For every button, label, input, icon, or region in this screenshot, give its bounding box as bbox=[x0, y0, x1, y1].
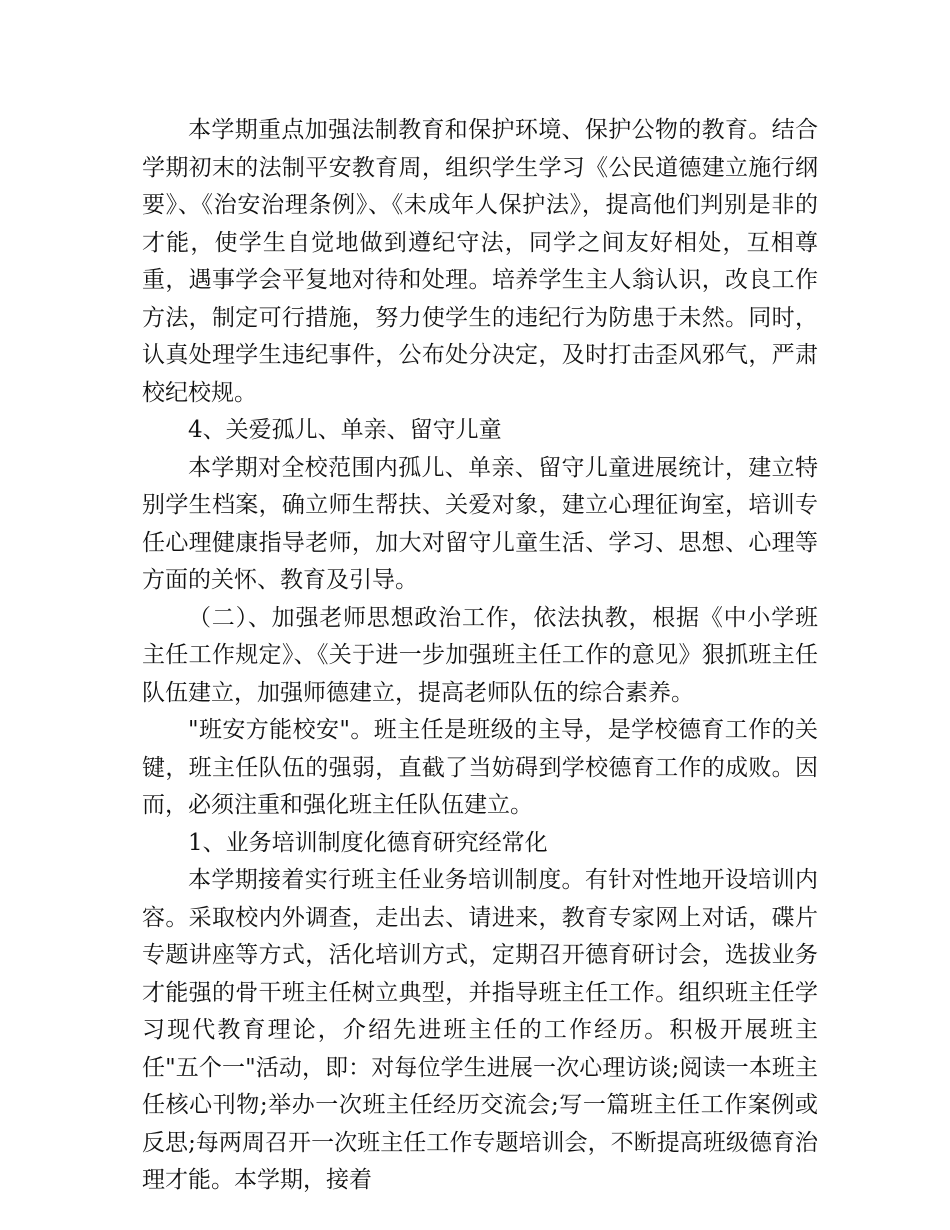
heading-care-for-children: 4、关爱孤儿、单亲、留守儿童 bbox=[188, 417, 502, 443]
paragraph-care-for-children: 本学期对全校范围内孤儿、单亲、留守儿童进展统计，建立特别学生档案，确立师生帮扶、关爱对象，建立心理征询室，培训专任心理健康指导老师，加大对留守儿童生活、学习、思想、心理等方面的关怀、教育及引导。 bbox=[142, 454, 818, 593]
heading-training-institutionalization: 1、业务培训制度化德育研究经常化 bbox=[188, 829, 548, 856]
paragraph-class-teacher-importance: "班安方能校安"。班主任是班级的主导，是学校德育工作的关键，班主任队伍的强弱，直截了当妨碍到学校德育工作的成败。因而，必须注重和强化班主任队伍建立。 bbox=[142, 717, 818, 818]
paragraph-legal-education: 本学期重点加强法制教育和保护环境、保护公物的教育。结合学期初末的法制平安教育周，组织学生学习《公民道德建立施行纲要》、《治安治理条例》、《未成年人保护法》，提高他们判别是非的才能，使学生自觉地做到遵纪守法，同学之间友好相处，互相尊重，遇事学会平复地对待和处理。培养学生主人翁认识，改良工作方法，制定可行措施，努力使学生的违纪行为防患于未然。同时，认真处理学生违纪事件，公布处分决定，及时打击歪风邪气，严肃校纪校规。 bbox=[142, 117, 818, 406]
paragraph-teacher-political-work: （二）、加强老师思想政治工作，依法执教，根据《中小学班主任工作规定》、《关于进一步加强班主任工作的意见》狠抓班主任队伍建立，加强师德建立，提高老师队伍的综合素养。 bbox=[142, 604, 818, 706]
paragraph-training-details: 本学期接着实行班主任业务培训制度。有针对性地开设培训内容。采取校内外调查，走出去、请进来，教育专家网上对话，碟片专题讲座等方式，活化培训方式，定期召开德育研讨会，选拔业务才能强的骨干班主任树立典型，并指导班主任工作。组织班主任学习现代教育理论，介绍先进班主任的工作经历。积极开展班主任"五个一"活动，即：对每位学生进展一次心理访谈;阅读一本班主任核心刊物;举办一次班主任经历交流会;写一篇班主任工作案例或反思;每两周召开一次班主任工作专题培训会，不断提高班级德育治理才能。本学期，接着 bbox=[142, 867, 818, 1193]
document-body bbox=[142, 112, 818, 1200]
